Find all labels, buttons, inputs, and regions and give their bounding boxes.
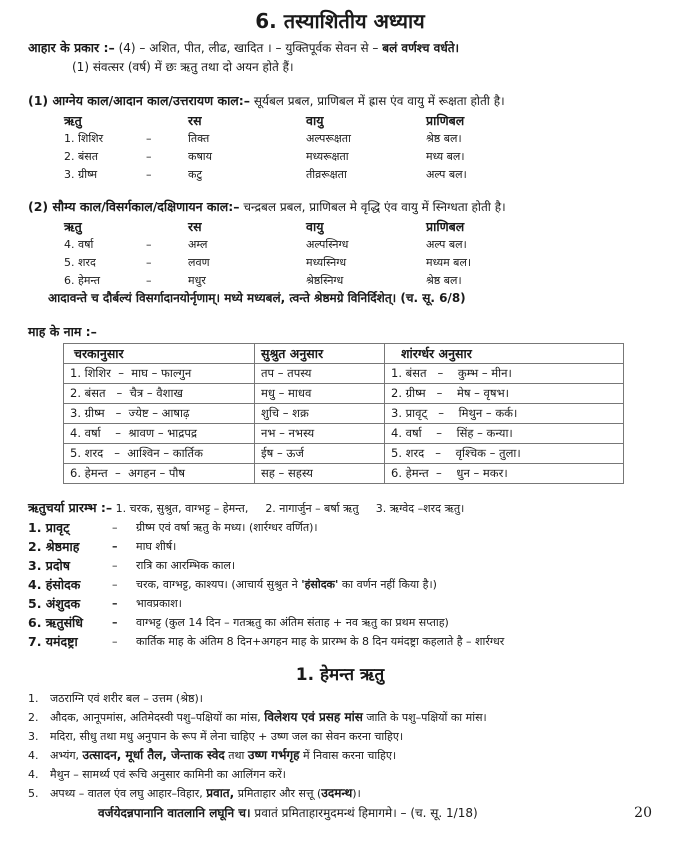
ritu: 5. शरद <box>64 255 96 269</box>
item-text: अभ्यंग, <box>50 749 83 762</box>
rasa: मधुर <box>188 273 206 287</box>
hemanta-item <box>28 784 652 803</box>
charaka-cell: 1. शिशिर – माघ – फाल्गुन <box>64 364 255 384</box>
item-text-line <box>50 689 652 708</box>
term: 6. ऋतुसंधि <box>28 615 83 630</box>
item-text: )। <box>352 787 361 800</box>
definition: माघ शीर्ष। <box>136 540 177 553</box>
visarga-shloka: आदावन्ते च दौर्बल्यं विसर्गादानयोर्नृणाम्। मध्ये मध्यबलं, त्वन्ते श्रेष्ठमग्रे विनिर्दिशेत्। (च. सू. 6/8) <box>48 291 466 305</box>
definition: भावप्रकाश। <box>136 597 182 610</box>
term: 3. प्रदोष <box>28 558 71 573</box>
item-text-line <box>50 727 652 746</box>
ritu: 2. बंसत <box>64 149 98 163</box>
charaka-cell: 6. हेमन्त – अगहन – पौष <box>64 464 255 484</box>
charaka-cell: 4. वर्षा – श्रावण – भाद्रपद्र <box>64 424 255 444</box>
item-text-bold: उष्ण गर्भगृह <box>247 748 300 762</box>
adana-row <box>64 129 556 147</box>
months-row <box>64 444 624 464</box>
col-ritu: ऋतु <box>64 218 82 234</box>
rasa: लवण <box>188 255 210 269</box>
term: 1. प्रावृट् <box>28 520 70 535</box>
months-row <box>64 384 624 404</box>
months-row <box>64 424 624 444</box>
term-row <box>28 632 652 651</box>
item-text-line <box>50 765 652 784</box>
bala: मध्य बल। <box>426 149 465 163</box>
term-row <box>28 575 652 594</box>
shloka-rest: प्रवातं प्रमिताहारमुदमन्थं हिमागमे। – (च. सू. 1/18) <box>254 806 478 820</box>
adana-desc: सूर्यबल प्रबल, प्राणिबल में ह्रास एंव वायु में रूक्षता होती है। <box>253 94 505 108</box>
sushruta-cell: नभ – नभस्य <box>255 424 385 444</box>
visarga-row <box>64 235 556 253</box>
visarga-heading: (2) सौम्य काल/विसर्गकाल/दक्षिणायन काल:– <box>28 199 240 214</box>
hemanta-item <box>28 746 652 765</box>
bala: अल्प बल। <box>426 237 467 251</box>
term: 4. हंसोदक <box>28 577 81 592</box>
hemanta-shloka <box>28 803 478 823</box>
col-vayu: वायु <box>306 112 324 128</box>
item-text: प्रमिताहार और सत्तू ( <box>234 787 322 800</box>
term: 5. अंशुदक <box>28 596 81 611</box>
visarga-heading-line <box>28 197 652 217</box>
item-text-line <box>50 784 652 803</box>
vayu: मध्यरूक्षता <box>306 149 349 163</box>
dash: – <box>112 521 118 534</box>
term-row <box>28 556 652 575</box>
ahara-bold-tail: बलं वर्णश्च वर्धते। <box>382 41 460 55</box>
vayu: तीव्ररूक्षता <box>306 167 347 181</box>
item-text-bold: उदमन्थ <box>321 786 353 800</box>
item-text-bold: उत्सादन, मूर्धा तैल, जेन्ताक स्वेद <box>82 748 225 762</box>
visarga-header-row <box>64 217 556 235</box>
item-number: 4. <box>28 768 39 781</box>
col-pranibala: प्राणिबल <box>426 112 465 128</box>
charaka-cell: 3. ग्रीष्म – ज्येष्ट – आषाढ़ <box>64 404 255 424</box>
rasa: कषाय <box>188 149 213 163</box>
footer-line <box>28 803 652 823</box>
ritucharya-item: 3. ऋग्वेद –शरद ऋतु। <box>375 502 465 515</box>
dash: – <box>112 559 118 572</box>
ritu: 1. शिशिर <box>64 131 104 145</box>
sushruta-cell: मधु – माधव <box>255 384 385 404</box>
col-sharngadhara: शांरर्ग्धर अनुसार <box>385 344 624 364</box>
hemanta-item <box>28 689 652 708</box>
definition: कार्तिक माह के अंतिम 8 दिन+अगहन माह के प्रारम्भ के 8 दिन यमंदष्ट्रा कहलाते है – शार्रग्धर <box>136 635 505 648</box>
item-text: औदक, आनूपमांस, अतिमेदस्वी पशु–पक्षियों का मांस, <box>50 711 265 724</box>
ritucharya-line <box>28 498 652 518</box>
sharngadhara-cell: 5. शरद – वृश्चिक – तुला। <box>385 444 624 464</box>
col-rasa: रस <box>188 112 202 128</box>
term: 2. श्रेष्ठमाह <box>28 539 80 554</box>
months-table <box>63 343 624 484</box>
dash: – <box>112 635 118 648</box>
definition: वाग्भट्ट (कुल 14 दिन – गतऋतु का अंतिम संताह + नव ऋतु का प्रथम सप्ताह) <box>136 616 449 629</box>
shloka-bold: वर्जयेदन्नपानानि वातलानि लघूनि च। <box>98 806 251 820</box>
definition-bold: 'हंसोदक' <box>301 578 339 591</box>
adana-header-row <box>64 111 556 129</box>
definition: ग्रीष्म एवं वर्षा ऋतु के मध्य। (शार्रग्धर वर्णित)। <box>136 521 318 534</box>
term: 7. यमंदष्ट्रा <box>28 634 78 649</box>
sushruta-cell: तप – तपस्य <box>255 364 385 384</box>
visarga-row <box>64 271 556 289</box>
item-text: में निवास करना चाहिए। <box>299 749 397 762</box>
definition: चरक, वाग्भट्ट, काश्यप। (आचार्य सुश्रुत ने <box>136 578 298 591</box>
ritucharya-item: 1. चरक, सुश्रुत, वाग्भट्ट – हेमन्त, <box>115 502 249 515</box>
dash: – <box>146 237 152 251</box>
adana-row <box>64 165 556 183</box>
bala: मध्यम बल। <box>426 255 472 269</box>
item-number: 5. <box>28 787 39 800</box>
col-charaka: चरकानुसार <box>64 344 255 364</box>
item-text: मैथुन – सामर्थ्य एवं रूचि अनुसार कामिनी का आलिंगन करें। <box>50 768 286 781</box>
sharngadhara-cell: 2. ग्रीष्म – मेष – वृषभ। <box>385 384 624 404</box>
item-number: 2. <box>28 711 39 724</box>
rasa: तिक्त <box>188 131 210 145</box>
adana-heading-line <box>28 91 652 111</box>
sushruta-cell: ईष – ऊर्ज <box>255 444 385 464</box>
sharngadhara-cell: 4. वर्षा – सिंह – कन्या। <box>385 424 624 444</box>
dash: – <box>146 131 152 145</box>
dash: – <box>146 255 152 269</box>
col-vayu: वायु <box>306 218 324 234</box>
item-text: तथा <box>224 749 248 762</box>
charaka-cell: 5. शरद – आश्विन – कार्तिक <box>64 444 255 464</box>
col-ritu: ऋतु <box>64 112 82 128</box>
months-row <box>64 404 624 424</box>
item-text: मदिरा, सीधु तथा मधु अनुपान के रूप में लेना चाहिए + उष्ण जल का सेवन करना चाहिए। <box>50 730 404 743</box>
dash: – <box>112 616 118 629</box>
sushruta-cell: शुचि – शक्र <box>255 404 385 424</box>
months-heading: माह के नाम :– <box>28 324 97 339</box>
vayu: श्रेष्ठस्निग्ध <box>306 273 344 287</box>
bala: श्रेष्ठ बल। <box>426 273 462 287</box>
dash: – <box>112 540 118 553</box>
hemanta-item <box>28 765 652 784</box>
item-text: जठराग्नि एवं शरीर बल – उत्तम (श्रेष्ठ)। <box>50 692 203 705</box>
item-text-line <box>50 746 652 765</box>
definition-line <box>136 575 652 594</box>
dash: – <box>146 273 152 287</box>
hemanta-item <box>28 708 652 727</box>
chapter-title: 6. तस्याशितीय अध्याय <box>255 9 425 33</box>
visarga-desc: चन्द्रबल प्रबल, प्राणिबल मे वृद्धि एंव वायु में स्निग्धता होती है। <box>243 200 506 214</box>
sharngadhara-cell: 1. बंसत – कुम्भ – मीन। <box>385 364 624 384</box>
dash: – <box>112 578 118 591</box>
col-rasa: रस <box>188 218 202 234</box>
charaka-cell: 2. बंसत – चैत्र – वैशाख <box>64 384 255 404</box>
ritu: 6. हेमन्त <box>64 273 101 287</box>
adana-table <box>64 111 556 183</box>
vayu: मध्यस्निग्ध <box>306 255 347 269</box>
visarga-table <box>64 217 556 289</box>
rasa: अम्ल <box>188 237 208 251</box>
bala: अल्प बल। <box>426 167 467 181</box>
rasa: कटु <box>188 167 202 181</box>
term-row <box>28 537 652 556</box>
hemanta-item <box>28 727 652 746</box>
item-number: 1. <box>28 692 39 705</box>
adana-row <box>64 147 556 165</box>
ritu: 4. वर्षा <box>64 237 94 251</box>
bala: श्रेष्ठ बल। <box>426 131 462 145</box>
item-number: 3. <box>28 730 39 743</box>
dash: – <box>112 597 118 610</box>
ahara-label: आहार के प्रकार :– <box>28 40 115 55</box>
ritu: 3. ग्रीष्म <box>64 167 98 181</box>
item-text-bold: प्रवात, <box>206 786 235 800</box>
ahara-text: (4) – अशित, पीत, लीढ, खादित । – युक्तिपूर्वक सेवन से – <box>118 41 379 55</box>
col-pranibala: प्राणिबल <box>426 218 465 234</box>
ritucharya-label: ऋतुचर्या प्रारम्भ :– <box>28 500 113 515</box>
months-row <box>64 464 624 484</box>
item-number: 4. <box>28 749 39 762</box>
months-header-row <box>64 344 624 364</box>
dash: – <box>146 149 152 163</box>
item-text-bold: विलेशय एवं प्रसह मांस <box>264 710 363 724</box>
vayu: अल्परूक्षता <box>306 131 351 145</box>
dash: – <box>146 167 152 181</box>
definition: रात्रि का आरम्भिक काल। <box>136 559 236 572</box>
hemanta-title: 1. हेमन्त ऋतु <box>295 665 385 685</box>
adana-heading: (1) आग्नेय काल/आदान काल/उत्तरायण काल:– <box>28 93 251 108</box>
ahara-line <box>28 38 652 58</box>
page-number: 20 <box>634 805 652 821</box>
item-text: जाति के पशु–पक्षियों का मांस। <box>362 711 487 724</box>
term-row <box>28 594 652 613</box>
ahara-line2: (1) संवत्सर (वर्ष) में छः ऋतु तथा दो अयन होते हैं। <box>72 60 294 74</box>
sharngadhara-cell: 6. हेमन्त – धुन – मकर। <box>385 464 624 484</box>
vayu: अल्पस्निग्ध <box>306 237 349 251</box>
hemanta-list <box>28 689 652 803</box>
term-row <box>28 613 652 632</box>
col-sushruta: सुश्रुत अनुसार <box>255 344 385 364</box>
ritucharya-item: 2. नागार्जुन – बर्षा ऋतु <box>265 502 359 515</box>
definition-tail: का वर्णन नहीं किया है।) <box>341 578 437 591</box>
sharngadhara-cell: 3. प्रावृट् – मिथुन – कर्क। <box>385 404 624 424</box>
visarga-row <box>64 253 556 271</box>
sushruta-cell: सह – सहस्य <box>255 464 385 484</box>
item-text-line <box>50 708 652 727</box>
item-text: अपथ्य – वातल एंव लघु आहार–विहार, <box>50 787 207 800</box>
months-row <box>64 364 624 384</box>
term-row <box>28 518 652 537</box>
